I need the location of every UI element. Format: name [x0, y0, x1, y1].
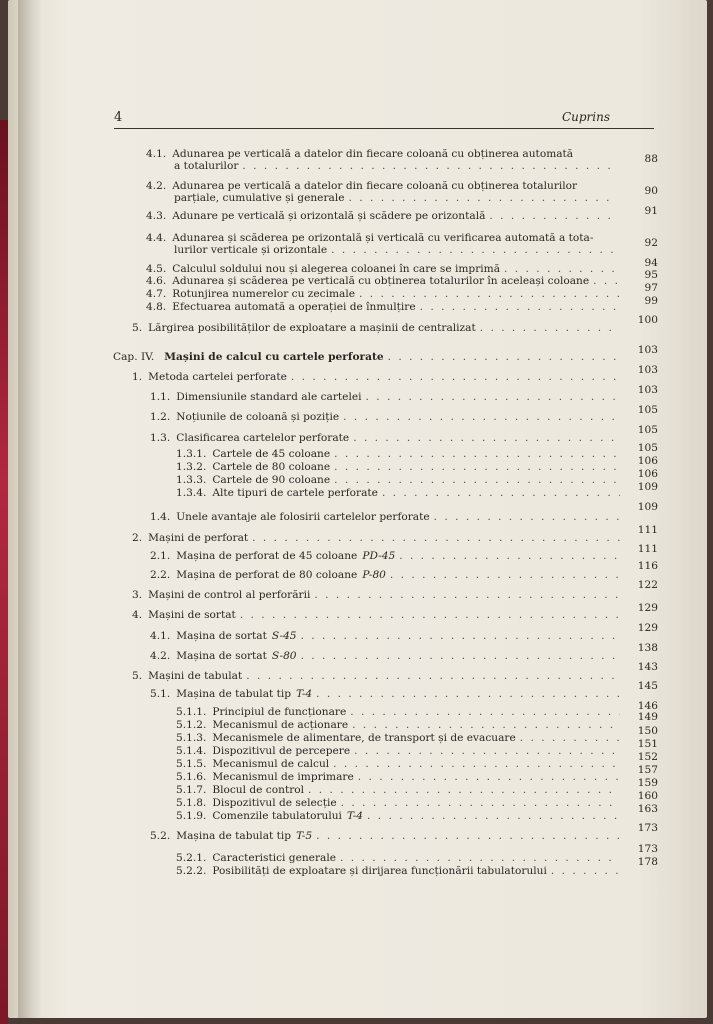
- toc-entry-number: 4.3.: [146, 210, 167, 222]
- toc-entry-number: 1.3.3.: [176, 474, 207, 486]
- toc-entry-number: 5.: [132, 670, 143, 682]
- toc-page-number: 106: [637, 468, 658, 480]
- toc-page-number: 146: [637, 700, 658, 712]
- toc-entry-title: Dispozitivul de selecție: [212, 797, 337, 809]
- toc-entry-number: 4.7.: [146, 288, 167, 300]
- page-number: 4: [114, 110, 123, 125]
- toc-entry-number: 1.3.2.: [176, 461, 207, 473]
- toc-entry: [146, 275, 620, 287]
- dot-leader: [352, 719, 620, 731]
- toc-entry-number: 5.1.8.: [176, 797, 207, 809]
- toc-page-number: 163: [637, 803, 658, 815]
- toc-entry-number: 2.: [132, 532, 143, 544]
- dot-leader: [308, 784, 620, 796]
- toc-page-number: 109: [637, 501, 658, 513]
- toc-page-number: 116: [637, 560, 658, 572]
- toc-page-number: 100: [637, 314, 658, 326]
- dot-leader: [334, 448, 620, 460]
- toc-entry: [176, 865, 620, 877]
- toc-entry-number: Cap. IV.: [113, 351, 155, 363]
- toc-page-number: 103: [637, 384, 658, 396]
- toc-entry: [176, 852, 620, 864]
- dot-leader: [314, 589, 620, 601]
- dot-leader: [390, 569, 620, 581]
- toc-entry: [150, 511, 620, 523]
- toc-page-number: 150: [637, 725, 658, 737]
- toc-entry: [176, 448, 620, 460]
- toc-page-number: 138: [637, 642, 658, 654]
- toc-entry: [132, 371, 620, 383]
- dot-leader: [359, 288, 620, 300]
- dot-leader: [316, 830, 620, 842]
- toc-entry-number: 5.1.1.: [176, 706, 207, 718]
- binding-shadow: [18, 0, 42, 1018]
- toc-entry-title: Mașini de calcul cu cartele perforate: [164, 351, 384, 363]
- dot-leader: [388, 351, 620, 363]
- dot-leader: [252, 532, 620, 544]
- toc-page-number: 129: [637, 622, 658, 634]
- toc-entry-number: 4.2.: [146, 180, 167, 192]
- toc-page-number: 143: [637, 661, 658, 673]
- toc-entry: [150, 391, 620, 403]
- toc-entry-number: 1.1.: [150, 391, 171, 403]
- toc-page-number: 105: [637, 442, 658, 454]
- toc-page-number: 97: [644, 282, 658, 294]
- toc-entry: [146, 288, 620, 300]
- toc-entry: [176, 719, 620, 731]
- toc-entry: [176, 784, 620, 796]
- toc-entry-number: 4.8.: [146, 301, 167, 313]
- toc-entry-title: Noțiunile de coloană și poziție: [176, 411, 340, 423]
- dot-leader: [366, 391, 621, 403]
- dot-leader: [301, 630, 620, 642]
- toc-entry-title: Calculul soldului nou și alegerea coloanei în care se imprimă: [172, 263, 501, 275]
- toc-entry: [132, 322, 620, 334]
- dot-leader: [341, 797, 620, 809]
- toc-entry-title: Clasificarea cartelelor perforate: [176, 432, 350, 444]
- toc-page-number: 92: [644, 237, 658, 249]
- toc-entry-title: Mașina de tabulat tip: [176, 830, 292, 842]
- toc-entry: [146, 148, 618, 160]
- toc-page-number: 99: [644, 295, 658, 307]
- machine-model: T-5: [296, 830, 313, 842]
- machine-model: T-4: [296, 688, 313, 700]
- toc-page-number: 173: [637, 822, 658, 834]
- toc-entry-title: Mecanismul de calcul: [212, 758, 330, 770]
- toc-page-number: 109: [637, 481, 658, 493]
- machine-model: P-80: [362, 569, 386, 581]
- toc-page-number: 105: [637, 424, 658, 436]
- toc-entry-title: Mașini de tabulat: [148, 670, 243, 682]
- toc-entry-number: 5.1.3.: [176, 732, 207, 744]
- toc-entry: [146, 180, 618, 192]
- toc-page-number: 129: [637, 602, 658, 614]
- toc-page-number: 160: [637, 790, 658, 802]
- toc-entry: [150, 630, 620, 642]
- toc-entry: [176, 771, 620, 783]
- toc-entry-number: 4.6.: [146, 275, 167, 287]
- toc-entry: [176, 461, 620, 473]
- toc-entry-title: Metoda cartelei perforate: [148, 371, 287, 383]
- dot-leader: [316, 688, 620, 700]
- toc-entry: [176, 706, 620, 718]
- dot-leader: [399, 550, 620, 562]
- toc-entry-title: Rotunjirea numerelor cu zecimale: [172, 288, 355, 300]
- dot-leader: [334, 461, 620, 473]
- red-book-edge: [0, 120, 8, 1024]
- toc-entry: [146, 301, 620, 313]
- dot-leader: [489, 210, 618, 222]
- dot-leader: [350, 706, 620, 718]
- toc-entry: [176, 797, 620, 809]
- toc-page-number: 105: [637, 404, 658, 416]
- toc-entry-number: 5.2.: [150, 830, 171, 842]
- toc-entry-number: 5.1.5.: [176, 758, 207, 770]
- toc-entry-continuation: [174, 244, 618, 256]
- toc-entry-number: 1.3.: [150, 432, 171, 444]
- toc-entry-title: Caracteristici generale: [212, 852, 336, 864]
- toc-entry: [146, 210, 618, 222]
- running-title: Cuprins: [561, 110, 610, 124]
- toc-page-number: 91: [644, 205, 658, 217]
- dot-leader: [240, 609, 620, 621]
- dot-leader: [504, 263, 620, 275]
- toc-entry-title-continued: a totalurilor: [174, 160, 239, 172]
- toc-entry-number: 4.: [132, 609, 143, 621]
- toc-entry-title: Mecanismul de acționare: [212, 719, 349, 731]
- dot-leader: [343, 411, 620, 423]
- toc-page-number: 111: [637, 524, 658, 536]
- toc-entry-number: 4.5.: [146, 263, 167, 275]
- toc-entry-title: Efectuarea automată a operației de înmulțire: [172, 301, 416, 313]
- toc-entry-number: 1.3.1.: [176, 448, 207, 460]
- toc-page-number: 149: [637, 711, 658, 723]
- toc-entry: [132, 532, 620, 544]
- toc-entry-title: Lărgirea posibilităților de exploatare a mașinii de centralizat: [148, 322, 476, 334]
- toc-entry-title-continued: lurilor verticale și orizontale: [174, 244, 328, 256]
- machine-model: S-45: [271, 630, 297, 642]
- toc-entry-title: Mașina de tabulat tip: [176, 688, 292, 700]
- toc-entry-title: Blocul de control: [212, 784, 305, 796]
- toc-entry-number: 5.2.2.: [176, 865, 207, 877]
- toc-entry: [176, 810, 620, 822]
- toc-entry: [132, 670, 620, 682]
- toc-entry-number: 2.1.: [150, 550, 171, 562]
- toc-entry: [113, 351, 620, 363]
- toc-entry: [176, 732, 620, 744]
- toc-entry-title: Cartele de 90 coloane: [212, 474, 331, 486]
- toc-entry-title: Adunare pe verticală și orizontală și scădere pe orizontală: [172, 210, 486, 222]
- toc-entry-number: 5.: [132, 322, 143, 334]
- toc-page-number: 95: [644, 269, 658, 281]
- toc-entry: [132, 589, 620, 601]
- toc-page-number: 94: [644, 257, 658, 269]
- dot-leader: [593, 275, 620, 287]
- toc-entry-title-continued: parțiale, cumulative și generale: [174, 192, 345, 204]
- toc-page-number: 111: [637, 543, 658, 555]
- toc-entry-title: Mașina de sortat: [176, 630, 267, 642]
- toc-entry-title: Adunarea și scăderea pe orizontală și verticală cu verificarea automată a tota-: [172, 232, 594, 244]
- toc-entry-title: Mașini de control al perforării: [148, 589, 311, 601]
- toc-entry: [176, 758, 620, 770]
- toc-entry-number: 2.2.: [150, 569, 171, 581]
- dot-leader: [331, 244, 618, 256]
- machine-model: PD-45: [362, 550, 396, 562]
- toc-entry-number: 5.2.1.: [176, 852, 207, 864]
- toc-entry-title: Adunarea și scăderea pe verticală cu obținerea totalurilor în aceleași coloane: [172, 275, 590, 287]
- toc-entry-title: Mașini de perforat: [148, 532, 249, 544]
- dot-leader: [358, 771, 620, 783]
- toc-entry-title: Adunarea pe verticală a datelor din fiecare coloană cu obținerea totalurilor: [172, 180, 578, 192]
- toc-entry-number: 4.2.: [150, 650, 171, 662]
- toc-entry-title: Mașina de perforat de 45 coloane: [176, 550, 358, 562]
- toc-page-number: 103: [637, 364, 658, 376]
- toc-entry-title: Mașina de sortat: [176, 650, 267, 662]
- dot-leader: [353, 432, 620, 444]
- toc-entry-title: Mecanismele de alimentare, de transport și de evacuare: [212, 732, 516, 744]
- dot-leader: [480, 322, 620, 334]
- toc-entry-title: Adunarea pe verticală a datelor din fiecare coloană cu obținerea automată: [172, 148, 574, 160]
- page-header: [114, 110, 654, 129]
- toc-entry: [150, 569, 620, 581]
- dot-leader: [434, 511, 620, 523]
- dot-leader: [340, 852, 620, 864]
- toc-entry: [150, 688, 620, 700]
- toc-entry-number: 5.1.4.: [176, 745, 207, 757]
- toc-entry-title: Cartele de 80 coloane: [212, 461, 331, 473]
- toc-entry-title: Cartele de 45 coloane: [212, 448, 331, 460]
- toc-page-number: 103: [637, 344, 658, 356]
- toc-entry: [150, 550, 620, 562]
- dot-leader: [242, 160, 618, 172]
- toc-page-number: 90: [644, 185, 658, 197]
- toc-entry: [150, 830, 620, 842]
- toc-entry: [132, 609, 620, 621]
- dot-leader: [551, 865, 620, 877]
- toc-entry-number: 1.4.: [150, 511, 171, 523]
- toc-entry: [150, 411, 620, 423]
- dot-leader: [420, 301, 620, 313]
- toc-entry: [176, 474, 620, 486]
- toc-entry: [150, 432, 620, 444]
- toc-page-number: 152: [637, 751, 658, 763]
- toc-page-number: 173: [637, 843, 658, 855]
- dot-leader: [354, 745, 620, 757]
- toc-entry: [146, 263, 620, 275]
- toc-entry-continuation: [174, 192, 618, 204]
- toc-page-number: 145: [637, 680, 658, 692]
- toc-entry-number: 5.1.: [150, 688, 171, 700]
- toc-entry-number: 4.1.: [146, 148, 167, 160]
- toc-entry-title: Dispozitivul de percepere: [212, 745, 351, 757]
- toc-page-number: 151: [637, 738, 658, 750]
- toc-page-number: 88: [644, 153, 658, 165]
- toc-entry-title: Posibilități de exploatare și dirijarea funcționării tabulatorului: [212, 865, 547, 877]
- toc-page-number: 159: [637, 777, 658, 789]
- toc-entry-number: 1.2.: [150, 411, 171, 423]
- toc-entry-title: Mașini de sortat: [148, 609, 236, 621]
- toc-entry-number: 5.1.9.: [176, 810, 207, 822]
- toc-entry-number: 4.4.: [146, 232, 167, 244]
- dot-leader: [367, 810, 620, 822]
- dot-leader: [334, 474, 620, 486]
- toc-entry-title: Principiul de funcționare: [212, 706, 347, 718]
- toc-entry: [176, 745, 620, 757]
- dot-leader: [382, 487, 620, 499]
- toc-entry-number: 5.1.6.: [176, 771, 207, 783]
- dot-leader: [301, 650, 620, 662]
- toc-entry-title: Alte tipuri de cartele perforate: [212, 487, 378, 499]
- dot-leader: [291, 371, 620, 383]
- toc-page-number: 178: [637, 856, 658, 868]
- dot-leader: [333, 758, 620, 770]
- toc-entry-number: 1.3.4.: [176, 487, 207, 499]
- toc-entry-number: 4.1.: [150, 630, 171, 642]
- dot-leader: [348, 192, 618, 204]
- machine-model: T-4: [346, 810, 363, 822]
- toc-entry-number: 5.1.2.: [176, 719, 207, 731]
- toc-entry-title: Mașina de perforat de 80 coloane: [176, 569, 358, 581]
- toc-page-number: 106: [637, 455, 658, 467]
- toc-page-number: 122: [637, 579, 658, 591]
- toc-entry-title: Mecanismul de imprimare: [212, 771, 354, 783]
- dot-leader: [520, 732, 620, 744]
- dot-leader: [246, 670, 620, 682]
- toc-entry-number: 1.: [132, 371, 143, 383]
- toc-entry-title: Unele avantaje ale folosirii cartelelor perforate: [176, 511, 430, 523]
- toc-entry-number: 3.: [132, 589, 143, 601]
- toc-entry-continuation: [174, 160, 618, 172]
- toc-entry-number: 5.1.7.: [176, 784, 207, 796]
- toc-page-number: 157: [637, 764, 658, 776]
- toc-entry: [150, 650, 620, 662]
- toc-entry: [146, 232, 618, 244]
- toc-entry-title: Dimensiunile standard ale cartelei: [176, 391, 362, 403]
- toc-entry: [176, 487, 620, 499]
- toc-entry-title: Comenzile tabulatorului: [212, 810, 342, 822]
- machine-model: S-80: [271, 650, 297, 662]
